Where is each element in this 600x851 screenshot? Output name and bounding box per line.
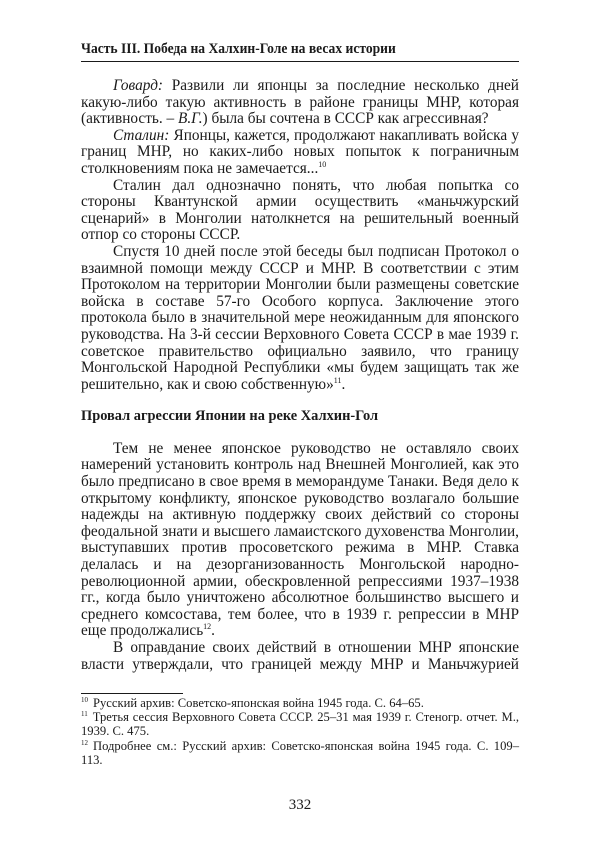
paragraph-text: Развили ли японцы за последние несколько дней какую-либо такую активность в районе границы МНР, которая (активность. – bbox=[81, 77, 519, 128]
author-initials: В.Г. bbox=[178, 110, 203, 128]
paragraph-text: ) была бы сочтена в СССР как агрессивная? bbox=[202, 110, 489, 128]
paragraph bbox=[81, 640, 519, 673]
body-text bbox=[81, 78, 519, 673]
footnote-ref[interactable]: 12 bbox=[203, 622, 212, 632]
page-number: 332 bbox=[288, 797, 312, 813]
paragraph bbox=[81, 441, 519, 640]
footnote-ref[interactable]: 11 bbox=[333, 375, 342, 385]
punctuation: . bbox=[211, 622, 215, 640]
footnote-text: Подробнее см.: Русский архив: Советско-японская война 1945 года. С. 109–113. bbox=[81, 738, 519, 767]
section-heading: Провал агрессии Японии на реке Халхин-Гол bbox=[81, 408, 379, 425]
paragraph-text: Сталин дал однозначно понять, что любая попытка со стороны Квантунской армии осуществить «маньчжурский сценарий» в Монголии натолкнется на решительный военный отпор со стороны СССР. bbox=[81, 176, 519, 244]
punctuation: . bbox=[341, 375, 346, 393]
footnote-number: 10 bbox=[81, 696, 88, 704]
footnotes bbox=[81, 696, 519, 767]
paragraph-stalin bbox=[81, 128, 519, 178]
header-rule bbox=[81, 61, 519, 62]
footnote-text: Третья сессия Верховного Совета СССР. 25–31 мая 1939 г. Стеногр. отчет. М., 1939. С. 475. bbox=[81, 710, 519, 739]
footnote-ref[interactable]: 10 bbox=[318, 159, 327, 169]
running-head: Часть III. Победа на Халхин-Голе на весах истории bbox=[81, 41, 396, 57]
paragraph-text: Спустя 10 дней после этой беседы был подписан Протокол о взаимной помощи между СССР и МНР. В соответствии с этим Протоколом на территории Монголии были размещены советские войска в составе 57-го Особого корпуса. Заключение этого протокола было в значительной мере неожиданным для японского руководства. На 3-й сессии Верховного Совета СССР в мае 1939 г. советское правительство официально заявило, что границу Монгольской Народной Республики «мы будем защищать так же решительно, как и свою собственную» bbox=[81, 242, 519, 393]
footnote-number: 11 bbox=[81, 710, 88, 719]
footnote-rule bbox=[81, 693, 183, 694]
paragraph-howard bbox=[81, 78, 519, 128]
paragraph-text: Японцы, кажется, продолжают накапливать войска у границ МНР, но каких-либо новых попыток к пограничным столкновениям пока не замечается... bbox=[81, 126, 519, 177]
paragraph bbox=[81, 178, 519, 244]
footnote-text: Русский архив: Советско-японская война 1945 года. С. 64–65. bbox=[93, 696, 424, 710]
footnote-10 bbox=[81, 696, 519, 710]
footnote-11 bbox=[81, 710, 519, 738]
footnote-number: 12 bbox=[81, 738, 88, 747]
speaker-label: Сталин: bbox=[113, 126, 170, 144]
paragraph-text: В оправдание своих действий в отношении МНР японские власти утверждали, что границей между МНР и Маньчжурией bbox=[81, 639, 519, 673]
paragraph-text: Тем не менее японское руководство не оставляло своих намерений установить контроль над Внешней Монголией, как это было предписано в свое время в меморандуме Танаки. Ведя дело к открытому конфликту, японское руководство возлагало большие надежды на активную поддержку своих действий со стороны феодальной знати и высшего ламаистского духовенства Монголии, выступавших против просоветского режима в МНР. Ставка делалась и на дезорганизованность Монгольской народно-революционной армии, обескровленной репрессиями 1937–1938 гг., когда было уничтожено абсолютное большинство высшего и среднего комсостава, тем более, что в 1939 г. репрессии в МНР еще продолжались bbox=[81, 439, 519, 640]
speaker-label: Говард: bbox=[113, 77, 164, 94]
footnote-12 bbox=[81, 739, 519, 767]
paragraph bbox=[81, 244, 519, 393]
